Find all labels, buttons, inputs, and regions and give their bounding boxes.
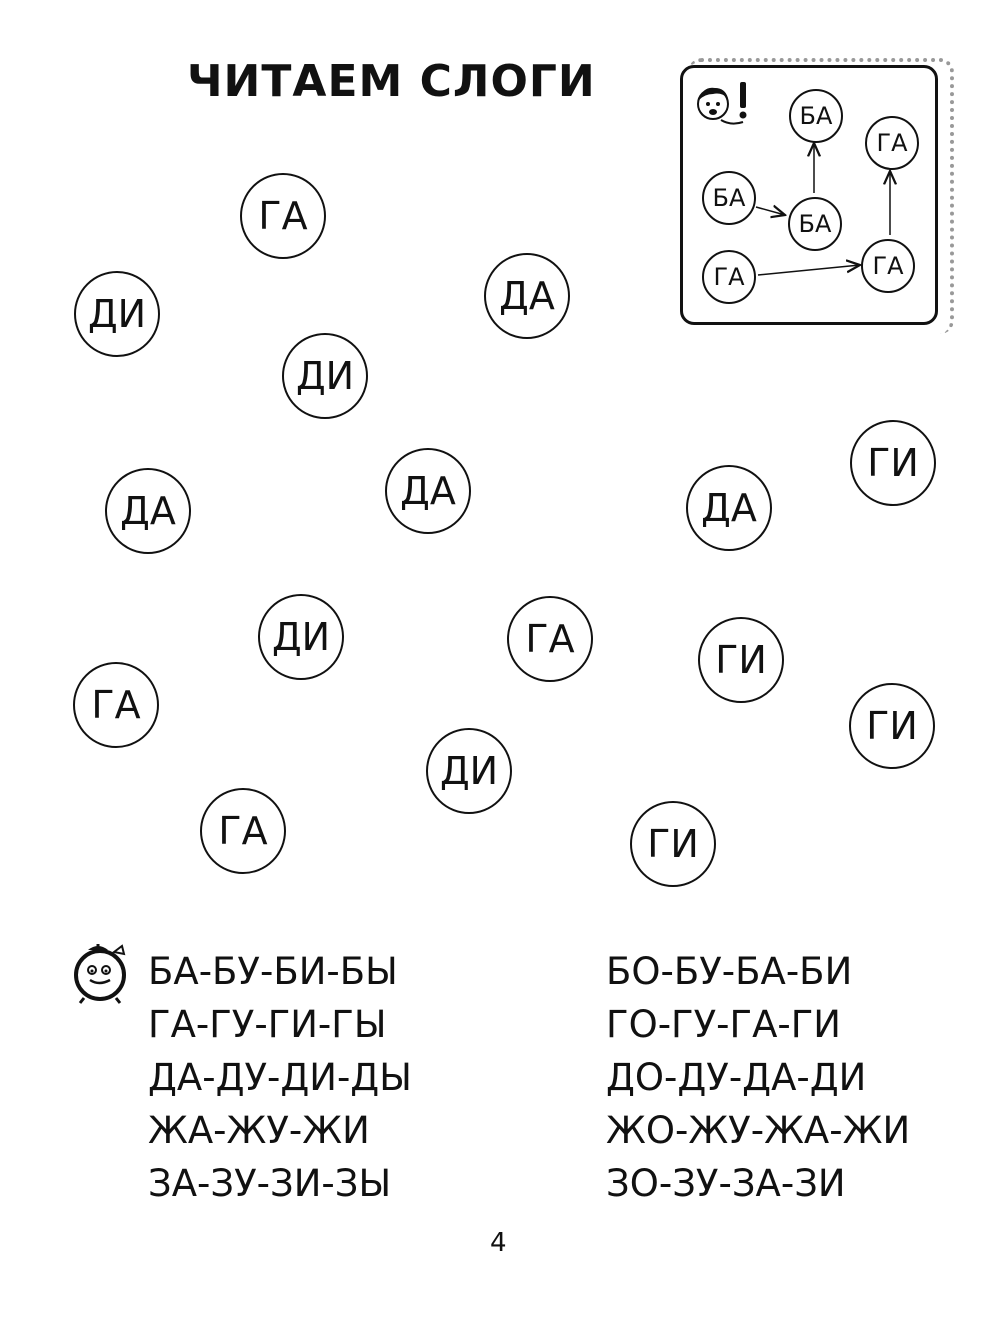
syllable-line: ЖО-ЖУ-ЖА-ЖИ — [606, 1109, 911, 1152]
example-box — [680, 65, 938, 325]
syllable-line: ЗА-ЗУ-ЗИ-ЗЫ — [148, 1162, 392, 1205]
syllable-bubble: ДИ — [74, 271, 160, 357]
page-title: ЧИТАЕМ СЛОГИ — [187, 56, 596, 107]
syllable-bubble: ГИ — [850, 420, 936, 506]
syllables-left-column — [148, 945, 412, 1210]
syllable-bubble: ДА — [686, 465, 772, 551]
syllable-bubble: ГА — [240, 173, 326, 259]
example-bubble: БА — [788, 197, 842, 251]
syllable-line: ГО-ГУ-ГА-ГИ — [606, 1003, 841, 1046]
syllable-bubble: ДА — [385, 448, 471, 534]
boy-face-exclamation-icon — [691, 76, 757, 132]
syllable-line: ЗО-ЗУ-ЗА-ЗИ — [606, 1162, 846, 1205]
page-number: 4 — [490, 1228, 507, 1258]
syllable-bubble: ДИ — [282, 333, 368, 419]
arrow — [756, 207, 785, 215]
syllable-bubble: ГИ — [698, 617, 784, 703]
example-bubble: БА — [702, 171, 756, 225]
example-bubble: ГА — [861, 239, 915, 293]
syllable-bubble: ДА — [484, 253, 570, 339]
example-bubble: БА — [789, 89, 843, 143]
syllable-line: ДО-ДУ-ДА-ДИ — [606, 1056, 867, 1099]
alarm-clock-icon — [68, 940, 132, 1004]
example-bubble: ГА — [865, 116, 919, 170]
syllable-line: ГА-ГУ-ГИ-ГЫ — [148, 1003, 387, 1046]
syllable-bubble: ГА — [200, 788, 286, 874]
syllable-line: БА-БУ-БИ-БЫ — [148, 950, 398, 993]
example-bubble: ГА — [702, 250, 756, 304]
syllable-bubble: ГА — [507, 596, 593, 682]
syllable-bubble: ДА — [105, 468, 191, 554]
syllable-bubble: ГА — [73, 662, 159, 748]
syllable-bubble: ДИ — [258, 594, 344, 680]
syllable-bubble: ГИ — [630, 801, 716, 887]
arrow — [758, 265, 860, 275]
syllable-bubble: ДИ — [426, 728, 512, 814]
syllables-right-column — [606, 945, 910, 1210]
syllable-line: БО-БУ-БА-БИ — [606, 950, 853, 993]
syllable-line: ДА-ДУ-ДИ-ДЫ — [148, 1056, 412, 1099]
syllable-line: ЖА-ЖУ-ЖИ — [148, 1109, 370, 1152]
syllable-bubble: ГИ — [849, 683, 935, 769]
